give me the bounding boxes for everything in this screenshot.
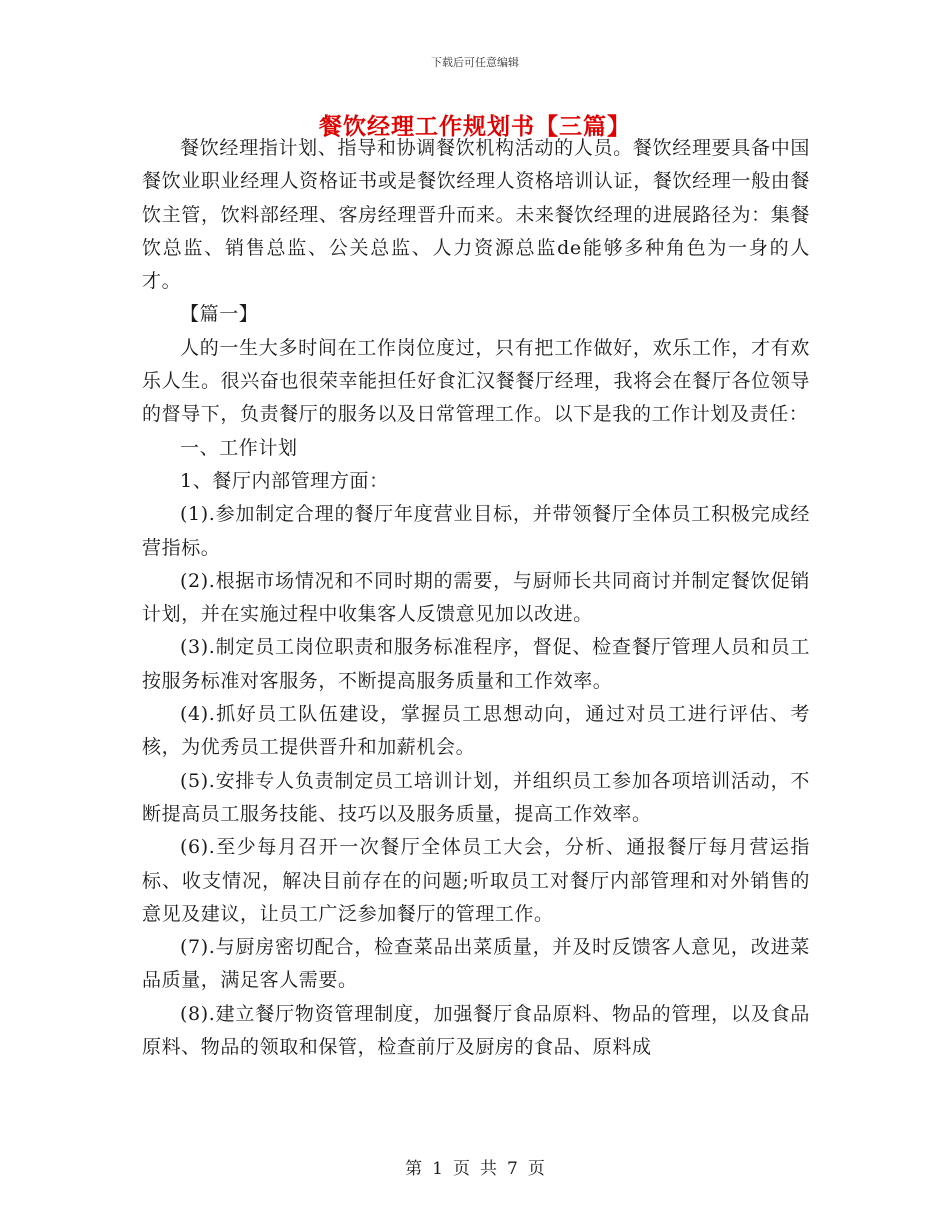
list-item: (5).安排专人负责制定员工培训计划，并组织员工参加各项培训活动，不断提高员工服务技能、技巧以及服务质量，提高工作效率。 xyxy=(142,769,810,825)
list-item: (4).抓好员工队伍建设，掌握员工思想动向，通过对员工进行评估、考核，为优秀员工提供晋升和加薪机会。 xyxy=(142,703,810,759)
list-item: (3).制定员工岗位职责和服务标准程序，督促、检查餐厅管理人员和员工按服务标准对客服务，不断提高服务质量和工作效率。 xyxy=(142,636,810,692)
page-number-current: 1 xyxy=(432,1159,443,1179)
list-item: (8).建立餐厅物资管理制度，加强餐厅食品原料、物品的管理，以及食品原料、物品的领取和保管，检查前厅及厨房的食品、原料成 xyxy=(142,1002,810,1059)
page-footer xyxy=(0,1154,950,1179)
list-item: (6).至少每月召开一次餐厅全体员工大会，分析、通报餐厅每月营运指标、收支情况，解决目前存在的问题;听取员工对餐厅内部管理和对外销售的意见及建议，让员工广泛参加餐厅的管理工作。 xyxy=(142,836,810,925)
section-heading-work-plan: 一、工作计划 xyxy=(180,436,298,459)
header-note: 下载后可任意编辑 xyxy=(431,56,519,69)
list-item: (7).与厨房密切配合，检查菜品出菜质量，并及时反馈客人意见，改进菜品质量，满足客人需要。 xyxy=(142,936,810,992)
page-label-total-prefix: 共 xyxy=(480,1159,497,1179)
subsection-heading-internal-management: 1、餐厅内部管理方面： xyxy=(180,469,389,492)
body-paragraph: 人的一生大多时间在工作岗位度过，只有把工作做好，欢乐工作，才有欢乐人生。很兴奋也很荣幸能担任好食汇汉餐餐厅经理，我将会在餐厅各位领导的督导下，负责餐厅的服务以及日常管理工作。以下是我的工作计划及责任： xyxy=(142,336,810,426)
page-label-suffix: 页 xyxy=(527,1159,545,1179)
list-item: (1).参加制定合理的餐厅年度营业目标，并带领餐厅全体员工积极完成经营指标。 xyxy=(142,503,810,559)
intro-paragraph: 餐饮经理指计划、指导和协调餐饮机构活动的人员。餐饮经理要具备中国餐饮业职业经理人资格证书或是餐饮经理人资格培训认证，餐饮经理一般由餐饮主管，饮料部经理、客房经理晋升而来。未来餐饮经理的进展路径为：集餐饮总监、销售总监、公关总监、人力资源总监de能够多种角色为一身的人才。 xyxy=(142,137,810,293)
page-label-prefix: 第 xyxy=(405,1159,423,1179)
page-label-mid: 页 xyxy=(453,1159,470,1179)
document-body xyxy=(142,132,810,1064)
list-item: (2).根据市场情况和不同时期的需要，与厨师长共同商讨并制定餐饮促销计划，并在实施过程中收集客人反馈意见加以改进。 xyxy=(142,569,810,626)
section-heading-part-one: 【篇一】 xyxy=(180,303,259,326)
document-title: 餐饮经理工作规划书【三篇】 xyxy=(319,113,631,140)
page-number-total: 7 xyxy=(507,1159,518,1179)
